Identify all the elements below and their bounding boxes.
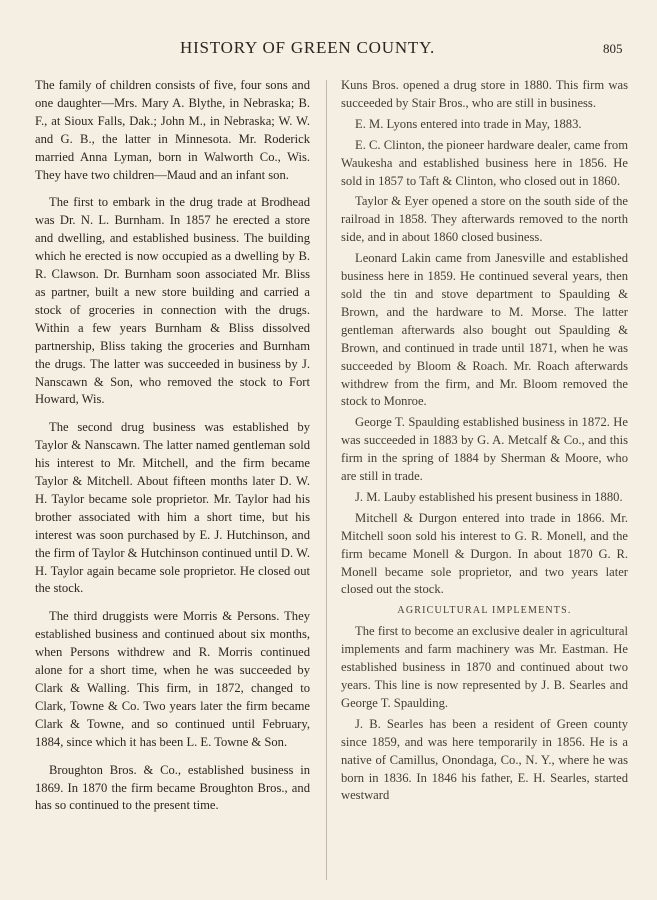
page-number: 805 xyxy=(603,41,623,56)
right-column xyxy=(341,77,628,808)
left-column xyxy=(35,77,310,825)
paragraph: E. C. Clinton, the pioneer hardware dealer, came from Waukesha and established business here in 1856. He sold in 1857 to Taft & Clinton, who closed out in 1860. xyxy=(341,137,628,188)
paragraph: Taylor & Eyer opened a store on the south side of the railroad in 1858. They afterwards removed to the north side, and in about 1860 closed business. xyxy=(341,194,628,245)
paragraph: J. M. Lauby established his present business in 1880. xyxy=(355,489,623,504)
paragraph: Leonard Lakin came from Janesville and established business here in 1859. He continued several years, then sold the tin and stove department to Spaulding & Brown, and the hardware to M. Morse. The latter gentleman afterwards also bought out Spaulding & Brown, and continued in trade until 1871, when he was succeeded by Bloom & Roach. Mr. Roach afterwards withdrew from the firm, and Mr. Bloom removed the stock to Monroe. xyxy=(341,251,628,409)
paragraph: The second drug business was established by Taylor & Nanscawn. The latter named gentleman sold his interest to Mr. Mitchell, and the firm became Taylor & Mitchell. About fifteen months later D. W. H. Taylor became sole proprietor. Mr. Taylor had his brother associated with him a short time, but his interest was soon purchased by E. J. Hutchinson, and the firm of Taylor & Hutchinson continued until D. W. H. Taylor again became sole proprietor. He closed out the stock. xyxy=(35,420,310,596)
paragraph: Mitchell & Durgon entered into trade in 1866. Mr. Mitchell soon sold his interest to G. R. Monell, and the firm became Monell & Durgon. In about 1870 G. R. Monell became sole proprietor, and two years later closed out the stock. xyxy=(341,510,628,597)
paragraph: Kuns Bros. opened a drug store in 1880. This firm was succeeded by Stair Bros., who are still in business. xyxy=(341,78,628,110)
column-divider xyxy=(326,80,327,880)
paragraph: The first to become an exclusive dealer in agricultural implements and farm machinery was Mr. Eastman. He established business in 1870 and continued about two years. This line is now represented by J. B. Searles and George T. Spaulding. xyxy=(341,624,628,710)
paragraph: Broughton Bros. & Co., established business in 1869. In 1870 the firm became Broughton Bros., and has so continued to the present time. xyxy=(35,762,310,813)
paragraph: George T. Spaulding established business in 1872. He was succeeded in 1883 by G. A. Metcalf & Co., and this firm in the spring of 1884 by Sherman & Moore, who are still in trade. xyxy=(341,415,628,484)
section-heading: AGRICULTURAL IMPLEMENTS. xyxy=(397,605,572,617)
page-header xyxy=(0,38,657,60)
paragraph: The third druggists were Morris & Persons. They established business and continued about six months, when Persons withdrew and R. Morris continued alone for a short time, when he was succeeded by Clark & Walling. This firm, in 1872, changed to Clark, Towne & Co. Two years later the firm became Clark & Towne, and so continued until February, 1884, since which it has been L. E. Towne & Son. xyxy=(35,609,310,749)
paragraph: J. B. Searles has been a resident of Green county since 1859, and was here temporarily in 1856. He is a native of Camillus, Onondaga, Co., N. Y., where he was born in 1836. In 1846 his father, E. H. Searles, started westward xyxy=(341,716,628,803)
paragraph: The family of children consists of five, four sons and one daughter—Mrs. Mary A. Blythe, in Nebraska; B. F., at Sioux Falls, Dak.; John M., in Nebraska; W. W. and G. B., the latter in Minnesota. Mr. Roderick married Anna Lyman, born in Walworth Co., Wis. They have two children—Maud and an infant son. xyxy=(35,78,310,182)
paragraph: E. M. Lyons entered into trade in May, 1883. xyxy=(355,116,582,131)
running-title: HISTORY OF GREEN COUNTY. xyxy=(180,38,436,57)
paragraph: The first to embark in the drug trade at Brodhead was Dr. N. L. Burnham. In 1857 he erected a store and dwelling, and established business. The building which he erected is now occupied as a dwelling by B. R. Clawson. Dr. Burnham soon associated Mr. Bliss as partner, built a new store building and carried a stock of groceries in connection with the drugs. Within a few years Burnham & Bliss dissolved partnership, Bliss taking the groceries and Burnham the drugs. The latter was succeeded in business by J. Nanscawn & Son, who removed the stock to Fort Howard, Wis. xyxy=(35,195,310,407)
